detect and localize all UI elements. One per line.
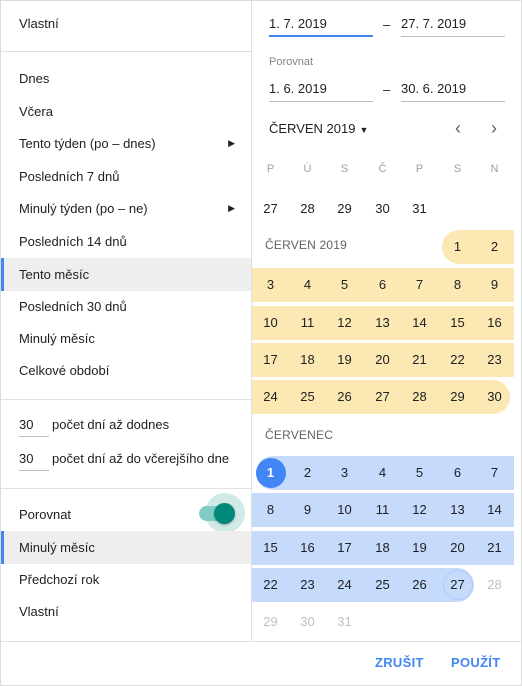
calendar-day-july[interactable]: 2 [303, 465, 312, 480]
days-until-today-input[interactable]: 30 [19, 413, 49, 437]
weekday-label: S [340, 163, 349, 175]
divider [1, 51, 252, 52]
preset-last-week[interactable] [1, 192, 251, 225]
preset-this-month[interactable] [1, 258, 251, 291]
calendar-day-june[interactable]: 2 [490, 239, 499, 254]
weekday-label: S [453, 163, 462, 175]
calendar-day-july[interactable]: 14 [487, 502, 502, 517]
cancel-button[interactable]: ZRUŠIT [375, 655, 424, 670]
calendar-day-june[interactable]: 11 [300, 315, 315, 330]
july-month-label: ČERVENEC [265, 428, 334, 442]
preset-last-30-days[interactable] [1, 290, 251, 323]
calendar-day-july[interactable]: 16 [300, 540, 315, 555]
calendar-day-july[interactable]: 3 [340, 465, 349, 480]
calendar-day-july[interactable]: 17 [337, 540, 352, 555]
calendar-day-june[interactable]: 9 [490, 277, 499, 292]
apply-button[interactable]: POUŽÍT [451, 655, 501, 670]
compare-range-label: Porovnat [269, 56, 314, 68]
footer-bar [1, 641, 522, 686]
calendar-panel [252, 1, 522, 641]
compare-option-label: Předchozí rok [19, 572, 100, 587]
calendar-day-may[interactable]: 31 [412, 201, 427, 216]
calendar-day-june[interactable]: 3 [266, 277, 275, 292]
calendar-day-june[interactable]: 23 [487, 352, 502, 367]
compare-start-field[interactable]: 1. 6. 2019 [269, 76, 373, 102]
calendar-day-may[interactable]: 27 [263, 201, 278, 216]
calendar-day-june[interactable]: 14 [412, 315, 427, 330]
calendar-day-june[interactable]: 5 [340, 277, 349, 292]
preset-label: Dnes [19, 71, 50, 86]
divider [1, 488, 252, 489]
calendar-day-july[interactable]: 6 [453, 465, 462, 480]
submenu-arrow-icon: ▶ [228, 138, 235, 148]
weekday-label: N [490, 163, 499, 175]
calendar-day-june[interactable]: 13 [375, 315, 390, 330]
compare-option-label: Vlastní [19, 604, 59, 619]
range-dash: – [383, 17, 391, 32]
preset-label: Celkové období [19, 363, 110, 378]
preset-label: Včera [19, 104, 53, 119]
preset-label: Vlastní [19, 16, 59, 31]
calendar-day-june[interactable]: 7 [415, 277, 424, 292]
preset-label: Posledních 14 dnů [19, 234, 127, 249]
june-month-label: ČERVEN 2019 [265, 238, 348, 252]
days-until-yesterday-label: počet dní až do včerejšího dne [52, 451, 230, 466]
weekday-label: Č [378, 163, 387, 175]
calendar-day-july[interactable]: 5 [415, 465, 424, 480]
compare-toggle-knob[interactable] [214, 503, 235, 524]
calendar-day-june[interactable]: 28 [412, 389, 427, 404]
month-selector-label: ČERVEN 2019 [269, 121, 356, 136]
day-number: 1 [256, 458, 286, 488]
calendar-day-june[interactable]: 15 [450, 315, 465, 330]
calendar-day-june[interactable]: 24 [263, 389, 278, 404]
preset-today[interactable] [1, 62, 251, 95]
calendar-day-june[interactable]: 30 [487, 389, 502, 404]
preset-yesterday[interactable] [1, 95, 251, 128]
calendar-day-july[interactable]: 11 [375, 502, 390, 517]
calendar-day-june[interactable]: 12 [337, 315, 352, 330]
calendar-day-june[interactable]: 1 [453, 239, 462, 254]
calendar-day-june[interactable]: 18 [300, 352, 315, 367]
compare-label: Porovnat [19, 507, 72, 522]
calendar-day-june[interactable]: 6 [378, 277, 387, 292]
calendar-day-july[interactable]: 12 [412, 502, 427, 517]
calendar-day-july[interactable]: 19 [412, 540, 427, 555]
compare-custom[interactable] [1, 595, 251, 628]
submenu-arrow-icon: ▶ [228, 203, 235, 213]
calendar-day-july[interactable]: 9 [303, 502, 312, 517]
preset-panel [1, 1, 252, 641]
range-start-field[interactable]: 1. 7. 2019 [269, 11, 373, 37]
preset-label: Minulý měsíc [19, 331, 95, 346]
calendar-day-july[interactable]: 22 [263, 577, 278, 592]
calendar-day-july[interactable]: 15 [263, 540, 278, 555]
compare-last-month[interactable] [1, 531, 251, 564]
calendar-day-july[interactable]: 7 [490, 465, 499, 480]
calendar-day-may[interactable]: 30 [375, 201, 390, 216]
calendar-day-june[interactable]: 19 [337, 352, 352, 367]
calendar-day-range-start[interactable] [252, 456, 289, 490]
calendar-day-june[interactable]: 27 [375, 389, 390, 404]
preset-label: Tento měsíc [19, 267, 90, 282]
calendar-day-june[interactable]: 10 [263, 315, 278, 330]
preset-label: Posledních 7 dnů [19, 169, 120, 184]
divider [1, 399, 252, 400]
triangle-down-icon: ▼ [359, 125, 369, 135]
chevron-left-icon[interactable]: ‹ [455, 118, 461, 138]
calendar-day-may[interactable]: 28 [300, 201, 315, 216]
chevron-right-icon[interactable]: › [491, 118, 497, 138]
calendar-day-july[interactable]: 20 [450, 540, 465, 555]
calendar-day-june[interactable]: 22 [450, 352, 465, 367]
calendar-day-july[interactable]: 30 [300, 614, 315, 629]
calendar-day-june[interactable]: 26 [337, 389, 352, 404]
weekday-label: Ú [303, 163, 312, 175]
calendar-day-july[interactable]: 31 [337, 614, 352, 629]
calendar-day-june[interactable]: 17 [263, 352, 278, 367]
calendar-day-june[interactable]: 20 [375, 352, 390, 367]
compare-option-label: Minulý měsíc [19, 540, 95, 555]
preset-label: Posledních 30 dnů [19, 299, 127, 314]
month-selector[interactable] [269, 119, 368, 139]
calendar-day-may[interactable]: 29 [337, 201, 352, 216]
calendar-day-june[interactable]: 21 [412, 352, 427, 367]
calendar-day-range-end[interactable] [439, 568, 476, 602]
preset-label: Minulý týden (po – ne) [19, 201, 148, 216]
calendar-day-july[interactable]: 4 [378, 465, 387, 480]
weekday-label: P [266, 163, 275, 175]
days-until-today-label: počet dní až dodnes [52, 417, 170, 432]
calendar-day-july[interactable]: 23 [300, 577, 315, 592]
calendar-day-june[interactable]: 25 [300, 389, 315, 404]
calendar-day-july[interactable]: 24 [337, 577, 352, 592]
preset-all-time[interactable] [1, 354, 251, 387]
range-end-field[interactable]: 27. 7. 2019 [401, 11, 505, 37]
compare-end-field[interactable]: 30. 6. 2019 [401, 76, 505, 102]
calendar-day-june[interactable]: 4 [303, 277, 312, 292]
calendar-day-july[interactable]: 13 [450, 502, 465, 517]
calendar-day-july[interactable]: 29 [263, 614, 278, 629]
preset-last-month[interactable] [1, 322, 251, 355]
calendar-day-july[interactable]: 26 [412, 577, 427, 592]
calendar-day-june[interactable]: 29 [450, 389, 465, 404]
calendar-day-july[interactable]: 18 [375, 540, 390, 555]
preset-custom-top[interactable] [1, 7, 251, 40]
calendar-day-july[interactable]: 10 [337, 502, 352, 517]
calendar-day-june[interactable]: 16 [487, 315, 502, 330]
preset-last-14-days[interactable] [1, 225, 251, 258]
days-until-yesterday-input[interactable]: 30 [19, 447, 49, 471]
calendar-day-july[interactable]: 25 [375, 577, 390, 592]
day-number: 27 [443, 570, 473, 600]
calendar-day-july[interactable]: 28 [487, 577, 502, 592]
preset-last-7-days[interactable] [1, 160, 251, 193]
compare-dash: – [383, 82, 391, 97]
preset-this-week[interactable] [1, 127, 251, 160]
preset-label: Tento týden (po – dnes) [19, 136, 156, 151]
calendar-day-july[interactable]: 8 [266, 502, 275, 517]
calendar-day-june[interactable]: 8 [453, 277, 462, 292]
weekday-label: P [415, 163, 424, 175]
compare-previous-year[interactable] [1, 563, 251, 596]
calendar-day-july[interactable]: 21 [487, 540, 502, 555]
